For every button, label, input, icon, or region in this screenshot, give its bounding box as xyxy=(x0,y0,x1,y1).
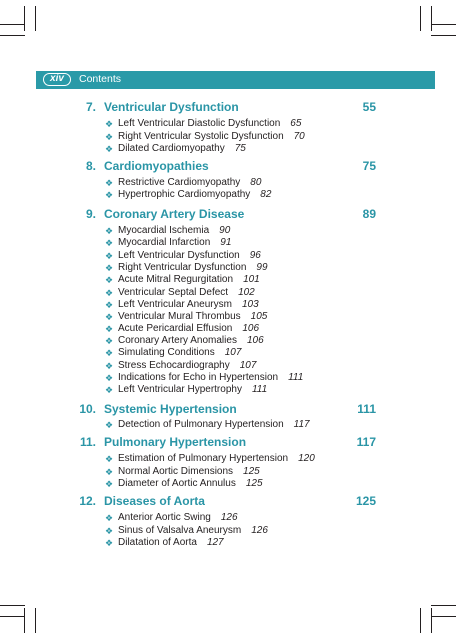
toc-entry-title: Stress Echocardiography xyxy=(118,360,230,371)
toc-entry-page-number: 126 xyxy=(251,525,268,536)
toc-entry-page-number: 82 xyxy=(260,189,272,200)
toc-entry-label xyxy=(118,360,256,372)
chapter-page-number: 55 xyxy=(362,100,376,114)
toc-entry-page-number: 117 xyxy=(293,419,310,430)
crop-mark xyxy=(0,605,25,606)
diamond-bullet-icon: ❖ xyxy=(105,226,114,236)
toc-entry-page-number: 99 xyxy=(256,262,268,273)
toc-entry-label xyxy=(118,512,238,524)
crop-mark xyxy=(35,6,36,31)
toc-entry-label xyxy=(118,274,260,286)
toc-entry-title: Simulating Conditions xyxy=(118,347,215,358)
chapter-title: Coronary Artery Disease xyxy=(104,207,245,221)
toc-entry-page-number: 80 xyxy=(250,177,262,188)
toc-entry-title: Normal Aortic Dimensions xyxy=(118,466,234,477)
chapter-heading[interactable] xyxy=(0,158,456,174)
toc-entry-title: Acute Mitral Regurgitation xyxy=(118,274,234,285)
toc-entry-title: Dilated Cardiomyopathy xyxy=(118,143,225,154)
toc-entry-page-number: 75 xyxy=(234,143,246,154)
toc-entry-title: Indications for Echo in Hypertension xyxy=(118,372,279,383)
toc-entry-label xyxy=(118,299,259,311)
diamond-bullet-icon: ❖ xyxy=(105,178,114,188)
toc-entry-label xyxy=(118,372,303,384)
toc-entry-title: Sinus of Valsalva Aneurysm xyxy=(118,525,242,536)
chapter-number: 12. xyxy=(79,494,96,508)
chapter-heading[interactable] xyxy=(0,99,456,115)
toc-entry-page-number: 126 xyxy=(220,512,238,523)
toc-entry-label xyxy=(118,466,260,478)
toc-entry-label xyxy=(118,347,241,359)
toc-entry-label xyxy=(118,177,261,189)
toc-entry-label xyxy=(118,335,264,347)
toc-entry-page-number: 111 xyxy=(251,384,268,395)
toc-entry-title: Myocardial Ischemia xyxy=(118,225,210,236)
toc-entry-title: Myocardial Infarction xyxy=(118,237,211,248)
toc-entry-page-number: 91 xyxy=(220,237,232,248)
toc-entry-title: Diameter of Aortic Annulus xyxy=(118,478,236,489)
chapter-heading[interactable] xyxy=(0,493,456,509)
toc-entry-title: Left Ventricular Aneurysm xyxy=(118,299,232,310)
crop-mark xyxy=(431,35,456,36)
toc-entry-page-number: 105 xyxy=(250,311,268,322)
chapter-page-number: 89 xyxy=(362,207,376,221)
toc-entry-label xyxy=(118,189,271,201)
crop-mark xyxy=(24,6,25,31)
toc-entry-title: Detection of Pulmonary Hypertension xyxy=(118,419,284,430)
toc-entry-label xyxy=(118,143,246,155)
toc-entry-title: Left Ventricular Dysfunction xyxy=(118,250,240,261)
crop-mark xyxy=(24,608,25,633)
diamond-bullet-icon: ❖ xyxy=(105,119,114,129)
toc-entry-label xyxy=(118,525,268,537)
toc-entry-label xyxy=(118,225,230,237)
chapter-title: Systemic Hypertension xyxy=(104,402,237,416)
crop-mark xyxy=(420,608,421,633)
page-number-label: xiv xyxy=(43,73,71,86)
toc-entry-title: Ventricular Septal Defect xyxy=(118,287,229,298)
crop-mark xyxy=(0,616,25,617)
crop-mark xyxy=(431,605,456,606)
diamond-bullet-icon: ❖ xyxy=(105,300,114,310)
toc-entry-title: Right Ventricular Systolic Dysfunction xyxy=(118,131,284,142)
diamond-bullet-icon: ❖ xyxy=(105,467,114,477)
toc-entry-page-number: 103 xyxy=(241,299,259,310)
diamond-bullet-icon: ❖ xyxy=(105,336,114,346)
toc-entry-label xyxy=(118,323,259,335)
toc-entry-label xyxy=(118,287,255,299)
diamond-bullet-icon: ❖ xyxy=(105,361,114,371)
toc-entry-page-number: 106 xyxy=(246,335,264,346)
toc-entry-page-number: 107 xyxy=(239,360,257,371)
toc-entry-label xyxy=(118,419,310,431)
crop-mark xyxy=(420,6,421,31)
toc-entry-title: Acute Pericardial Effusion xyxy=(118,323,233,334)
toc-entry-label xyxy=(118,262,268,274)
diamond-bullet-icon: ❖ xyxy=(105,324,114,334)
diamond-bullet-icon: ❖ xyxy=(105,454,114,464)
diamond-bullet-icon: ❖ xyxy=(105,132,114,142)
chapter-number: 11. xyxy=(79,435,96,449)
toc-entry-page-number: 127 xyxy=(206,537,224,548)
diamond-bullet-icon: ❖ xyxy=(105,312,114,322)
toc-entry-label xyxy=(118,237,231,249)
toc-entry-label xyxy=(118,537,224,549)
toc-entry-title: Hypertrophic Cardiomyopathy xyxy=(118,189,251,200)
crop-mark xyxy=(431,24,456,25)
diamond-bullet-icon: ❖ xyxy=(105,526,114,536)
chapter-title: Cardiomyopathies xyxy=(104,159,209,173)
toc-entry-page-number: 90 xyxy=(219,225,231,236)
toc-entry-title: Left Ventricular Diastolic Dysfunction xyxy=(118,118,281,129)
toc-entry-label xyxy=(118,250,261,262)
crop-mark xyxy=(0,35,25,36)
toc-entry-page-number: 70 xyxy=(293,131,305,142)
toc-entry-page-number: 125 xyxy=(245,478,263,489)
toc-entry-label xyxy=(118,384,267,396)
chapter-title: Diseases of Aorta xyxy=(104,494,205,508)
diamond-bullet-icon: ❖ xyxy=(105,275,114,285)
toc-entry-title: Right Ventricular Dysfunction xyxy=(118,262,247,273)
toc-entry-label xyxy=(118,453,315,465)
crop-mark xyxy=(431,616,456,617)
toc-entry-page-number: 120 xyxy=(298,453,315,464)
toc-entry-page-number: 102 xyxy=(238,287,255,298)
toc-entry-page-number: 125 xyxy=(243,466,260,477)
diamond-bullet-icon: ❖ xyxy=(105,348,114,358)
diamond-bullet-icon: ❖ xyxy=(105,288,114,298)
chapter-page-number: 111 xyxy=(357,402,376,416)
crop-mark xyxy=(0,24,25,25)
toc-entry-page-number: 111 xyxy=(288,372,304,383)
crop-mark xyxy=(431,6,432,31)
toc-entry-title: Restrictive Cardiomyopathy xyxy=(118,177,241,188)
toc-entry-page-number: 107 xyxy=(224,347,242,358)
toc-entry-title: Anterior Aortic Swing xyxy=(118,512,211,523)
toc-entry-title: Dilatation of Aorta xyxy=(118,537,197,548)
chapter-number: 9. xyxy=(85,207,96,221)
diamond-bullet-icon: ❖ xyxy=(105,251,114,261)
chapter-page-number: 125 xyxy=(355,494,376,508)
toc-entry-title: Coronary Artery Anomalies xyxy=(118,335,237,346)
diamond-bullet-icon: ❖ xyxy=(105,263,114,273)
toc-entry-page-number: 96 xyxy=(249,250,261,261)
chapter-heading[interactable] xyxy=(0,206,456,222)
chapter-number: 8. xyxy=(85,159,96,173)
chapter-title: Pulmonary Hypertension xyxy=(104,435,247,449)
chapter-title: Ventricular Dysfunction xyxy=(104,100,239,114)
diamond-bullet-icon: ❖ xyxy=(105,385,114,395)
toc-entry-page-number: 101 xyxy=(243,274,260,285)
chapter-number: 7. xyxy=(85,100,96,114)
crop-mark xyxy=(431,608,432,633)
diamond-bullet-icon: ❖ xyxy=(105,479,114,489)
diamond-bullet-icon: ❖ xyxy=(105,238,114,248)
toc-entry-label xyxy=(118,118,301,130)
toc-entry-page-number: 65 xyxy=(290,118,302,129)
chapter-page-number: 117 xyxy=(356,435,376,449)
diamond-bullet-icon: ❖ xyxy=(105,144,114,154)
chapter-number: 10. xyxy=(79,402,96,416)
chapter-heading[interactable] xyxy=(0,434,456,450)
diamond-bullet-icon: ❖ xyxy=(105,538,114,548)
crop-mark xyxy=(35,608,36,633)
toc-entry-label xyxy=(118,131,305,143)
diamond-bullet-icon: ❖ xyxy=(105,420,114,430)
toc-entry-label xyxy=(118,311,267,323)
toc-entry-title: Left Ventricular Hypertrophy xyxy=(118,384,242,395)
toc-entry-title: Estimation of Pulmonary Hypertension xyxy=(118,453,289,464)
diamond-bullet-icon: ❖ xyxy=(105,513,114,523)
chapter-page-number: 75 xyxy=(362,159,376,173)
toc-entry-label xyxy=(118,478,263,490)
toc-entry-title: Ventricular Mural Thrombus xyxy=(118,311,241,322)
diamond-bullet-icon: ❖ xyxy=(105,373,114,383)
running-header-title: Contents xyxy=(79,73,122,85)
diamond-bullet-icon: ❖ xyxy=(105,190,114,200)
chapter-heading[interactable] xyxy=(0,401,456,417)
toc-entry-page-number: 106 xyxy=(242,323,260,334)
